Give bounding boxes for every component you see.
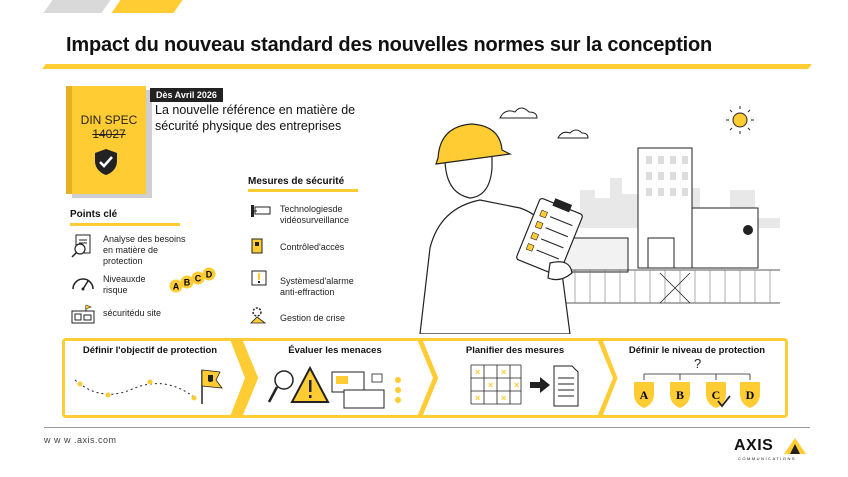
svg-text:×: × — [475, 367, 481, 377]
top-decor-bar-yellow — [111, 0, 182, 13]
page-title: Impact du nouveau standard des nouvelles normes sur la conception — [66, 34, 713, 56]
magnifier-document-icon — [70, 232, 96, 258]
mesures-item-video: Technologiesde vidéosurveillance — [280, 204, 350, 225]
date-tag: Dès Avril 2026 — [150, 88, 223, 102]
svg-text:?: ? — [694, 356, 702, 371]
svg-text:×: × — [488, 380, 494, 390]
reference-text: La nouvelle référence en matière de sécurité physique des entreprises — [155, 103, 356, 133]
svg-text:D: D — [745, 388, 755, 402]
risk-letters-icon — [168, 266, 218, 294]
points-cle-item-analyse: Analyse des besoins en matière de protection — [103, 234, 186, 266]
shield-levels-icon — [626, 356, 766, 412]
mesures-item-acces: Contrôled'accès — [280, 242, 345, 252]
svg-text:×: × — [501, 367, 507, 377]
svg-text:B: B — [183, 277, 191, 288]
top-decor-bar-gray — [43, 0, 110, 13]
points-cle-item-niveaux: Niveauxde risque — [103, 274, 146, 295]
plan-grid-icon — [466, 360, 586, 410]
axis-logo: AXIS — [734, 437, 774, 454]
svg-text:A: A — [172, 281, 180, 292]
axis-logo-sub: COMMUNICATIONS — [738, 456, 797, 461]
points-cle-rule — [70, 223, 180, 226]
step-3-label: Planifier des mesures — [465, 345, 565, 356]
camera-icon — [249, 204, 273, 220]
threat-analysis-icon — [266, 360, 416, 410]
mesures-item-crise: Gestion de crise — [280, 313, 346, 323]
mesures-rule — [248, 189, 358, 192]
book-title-line2: 14027 — [92, 127, 126, 141]
points-cle-heading: Points clé — [70, 209, 118, 220]
svg-text:B: B — [675, 388, 685, 402]
svg-text:×: × — [501, 393, 507, 403]
svg-text:C: C — [711, 388, 721, 402]
shield-check-icon — [93, 148, 119, 176]
access-reader-icon — [250, 238, 264, 254]
svg-text:×: × — [514, 380, 520, 390]
mesures-heading: Mesures de sécurité — [248, 176, 345, 187]
site-map-icon — [70, 303, 96, 325]
footer-url[interactable]: w w w .axis.com — [44, 435, 117, 445]
svg-text:D: D — [205, 269, 213, 280]
footer-rule — [44, 427, 810, 428]
crisis-gear-icon — [249, 305, 271, 325]
svg-text:×: × — [475, 393, 481, 403]
title-underline — [42, 64, 812, 69]
step-1-label: Définir l'objectif de protection — [82, 345, 218, 356]
step-4-label: Définir le niveau de protection — [628, 345, 766, 356]
gauge-icon — [70, 272, 96, 292]
book-title-line1: DIN SPEC — [80, 113, 138, 127]
mesures-item-alarme: Systèmesd'alarme anti-effraction — [280, 276, 354, 297]
points-cle-item-site: sécuritédu site — [103, 308, 162, 318]
inspector-illustration — [410, 98, 800, 334]
svg-text:C: C — [194, 273, 202, 284]
path-flag-icon — [70, 362, 230, 412]
step-2-label: Évaluer les menaces — [288, 345, 382, 356]
axis-triangle-icon — [784, 438, 806, 454]
alarm-icon — [250, 269, 268, 289]
svg-text:A: A — [639, 388, 649, 402]
